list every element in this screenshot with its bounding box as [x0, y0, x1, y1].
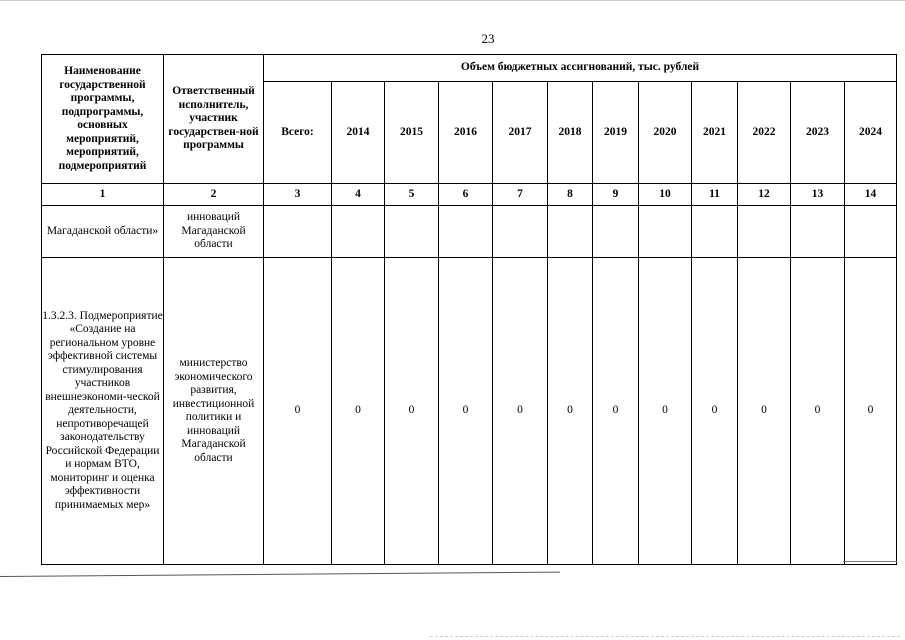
row-year-value	[385, 206, 439, 258]
column-number: 13	[791, 184, 845, 206]
row-year-value	[692, 206, 738, 258]
scan-edge-line	[0, 572, 560, 577]
column-number: 7	[493, 184, 548, 206]
row-year-value	[493, 206, 548, 258]
header-total: Всего:	[264, 82, 332, 184]
row-total-value: 0	[264, 258, 332, 565]
column-number: 1	[42, 184, 164, 206]
scan-edge-top	[0, 0, 905, 1]
column-number: 11	[692, 184, 738, 206]
row-year-value	[548, 206, 593, 258]
row-executor: инноваций Магаданской области	[164, 206, 264, 258]
header-year: 2015	[385, 82, 439, 184]
header-year: 2014	[332, 82, 385, 184]
column-number-row	[42, 184, 897, 206]
row-year-value	[845, 206, 897, 258]
column-number: 8	[548, 184, 593, 206]
column-number: 6	[439, 184, 493, 206]
table-row	[42, 206, 897, 258]
header-year: 2021	[692, 82, 738, 184]
row-program-name: 1.3.2.3. Подмероприятие «Создание на региональном уровне эффективной системы стимулирования участников внешнеэкономи-ческой деятельности, непротиворечащей законодательству Российской Федерации и нормам ВТО, мониторинг и оценка эффективности принимаемых мер»	[42, 258, 164, 565]
header-year: 2018	[548, 82, 593, 184]
row-year-value: 0	[692, 258, 738, 565]
header-year: 2020	[639, 82, 692, 184]
row-year-value: 0	[548, 258, 593, 565]
row-year-value	[332, 206, 385, 258]
row-year-value	[439, 206, 493, 258]
column-number: 4	[332, 184, 385, 206]
header-year: 2022	[738, 82, 791, 184]
row-year-value	[738, 206, 791, 258]
column-number: 12	[738, 184, 791, 206]
header-row-top	[42, 55, 897, 82]
column-number: 14	[845, 184, 897, 206]
row-total-value	[264, 206, 332, 258]
column-number: 10	[639, 184, 692, 206]
column-number: 2	[164, 184, 264, 206]
row-year-value: 0	[791, 258, 845, 565]
column-number: 9	[593, 184, 639, 206]
header-budget-group: Объем бюджетных ассигнований, тыс. рублей	[264, 55, 897, 82]
row-year-value: 0	[738, 258, 791, 565]
row-year-value	[791, 206, 845, 258]
header-year: 2017	[493, 82, 548, 184]
column-number: 5	[385, 184, 439, 206]
row-executor: министерство экономического развития, инвестиционной политики и инноваций Магаданской области	[164, 258, 264, 565]
page-number: 23	[481, 31, 495, 46]
header-year: 2019	[593, 82, 639, 184]
header-year: 2023	[791, 82, 845, 184]
row-year-value	[593, 206, 639, 258]
row-year-value: 0	[332, 258, 385, 565]
header-year: 2016	[439, 82, 493, 184]
scan-edge-line	[843, 561, 897, 562]
row-year-value: 0	[493, 258, 548, 565]
budget-table	[41, 54, 897, 565]
row-year-value: 0	[385, 258, 439, 565]
scan-edge-dash	[430, 636, 900, 638]
row-year-value: 0	[639, 258, 692, 565]
header-executor: Ответственный исполнитель, участник государствен-ной программы	[164, 55, 264, 184]
header-year: 2024	[845, 82, 897, 184]
header-program-name: Наименование государственной программы, подпрограммы, основных мероприятий, мероприятий, подмероприятий	[42, 55, 164, 184]
row-year-value: 0	[439, 258, 493, 565]
column-number: 3	[264, 184, 332, 206]
table-row	[42, 258, 897, 565]
row-year-value	[639, 206, 692, 258]
row-program-name: Магаданской области»	[42, 206, 164, 258]
row-year-value: 0	[593, 258, 639, 565]
row-year-value: 0	[845, 258, 897, 565]
